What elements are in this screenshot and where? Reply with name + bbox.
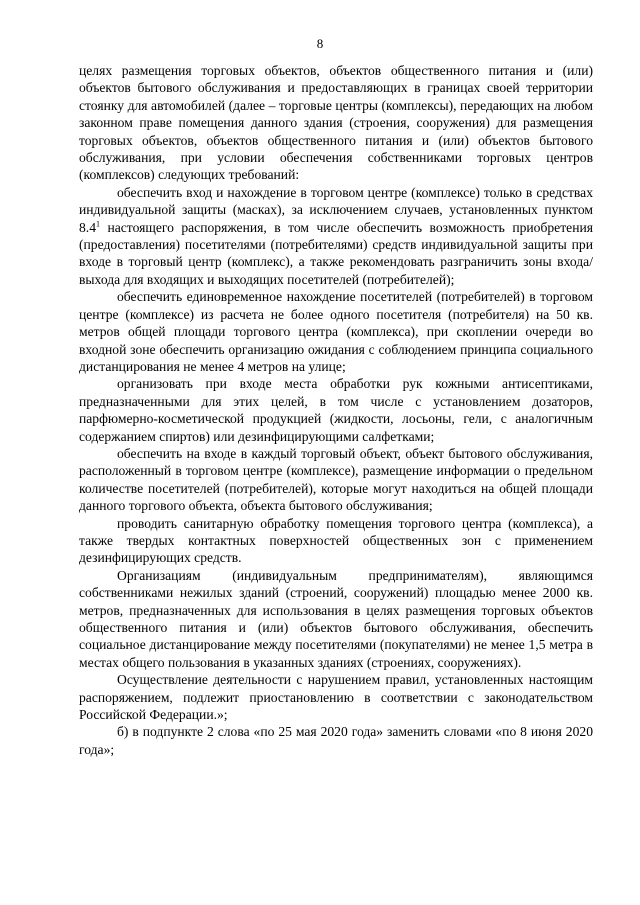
document-body	[79, 62, 593, 758]
paragraph-masks	[79, 184, 593, 288]
paragraph-intro: целях размещения торговых объектов, объектов общественного питания и (или) объектов бытового обслуживания и предоставляющих в границах своей территории стоянку для автомобилей (далее – торговые центры (комплексы), передающих на любом законном праве помещения данного здания (строения, сооружения) для размещения торговых объектов, объектов общественного питания и (или) объектов бытового обслуживания, при условии обеспечения собственниками торговых центров (комплексов) следующих требований:	[79, 63, 593, 183]
paragraph-small-buildings: Организациям (индивидуальным предпринимателям), являющимся собственниками нежилых зданий (строений, сооружений) площадью менее 2000 кв. метров, предназначенных для использования в целях размещения торговых объектов общественного питания и (или) объектов бытового обслуживания, обеспечить социальное дистанцирование между посетителями (покупателями) не менее 1,5 метра в местах общего пользования в указанных зданиях (строениях, сооружениях).	[79, 567, 593, 670]
paragraph-information: обеспечить на входе в каждый торговый объект, объект бытового обслуживания, расположенный в торговом центре (комплексе), размещение информации о предельном количестве посетителей (потребителей), которые могут находиться на общей площади данного торгового объекта, объекта бытового обслуживания;	[79, 445, 593, 514]
paragraph-occupancy: обеспечить единовременное нахождение посетителей (потребителей) в торговом центре (комплексе) из расчета не более одного посетителя (потребителя) на 50 кв. метров общей площади торгового центра (комплекса), при скоплении очереди во входной зоне обеспечить организацию ожидания с соблюдением принципа социального дистанцирования не менее 4 метров на улице;	[79, 289, 593, 374]
footnote-superscript: 1	[96, 219, 100, 229]
paragraph-masks-part-1: обеспечить вход и нахождение в торговом центре (комплексе) только в средствах индивидуальной защиты (масках), за исключением случаев, установленных пунктом 8.4	[79, 184, 593, 235]
paragraph-suspension: Осуществление деятельности с нарушением правил, установленных настоящим распоряжением, подлежит приостановлению в соответствии с законодательством Российской Федерации.»;	[79, 672, 593, 723]
paragraph-antiseptics: организовать при входе места обработки рук кожными антисептиками, предназначенными для этих целей, в том числе с установлением дозаторов, парфюмерно-косметической продукцией (жидкости, лосьоны, гели, с аналогичным содержанием спиртов) или дезинфицирующими салфетками;	[79, 376, 593, 444]
paragraph-masks-part-2: настоящего распоряжения, в том числе обеспечить возможность приобретения (предоставления) посетителями (потребителями) средств индивидуальной защиты при входе в торговый центр (комплекс), а также рекомендовать разграничить зоны входа/выхода для входящих и выходящих посетителей (потребителей);	[79, 219, 593, 287]
paragraph-subpoint-b: б) в подпункте 2 слова «по 25 мая 2020 года» заменить словами «по 8 июня 2020 года»;	[79, 724, 593, 757]
page-number: 8	[316, 36, 324, 51]
paragraph-sanitation: проводить санитарную обработку помещения торгового центра (комплекса), а также твердых контактных поверхностей общественных зон с применением дезинфицирующих средств.	[79, 515, 593, 566]
